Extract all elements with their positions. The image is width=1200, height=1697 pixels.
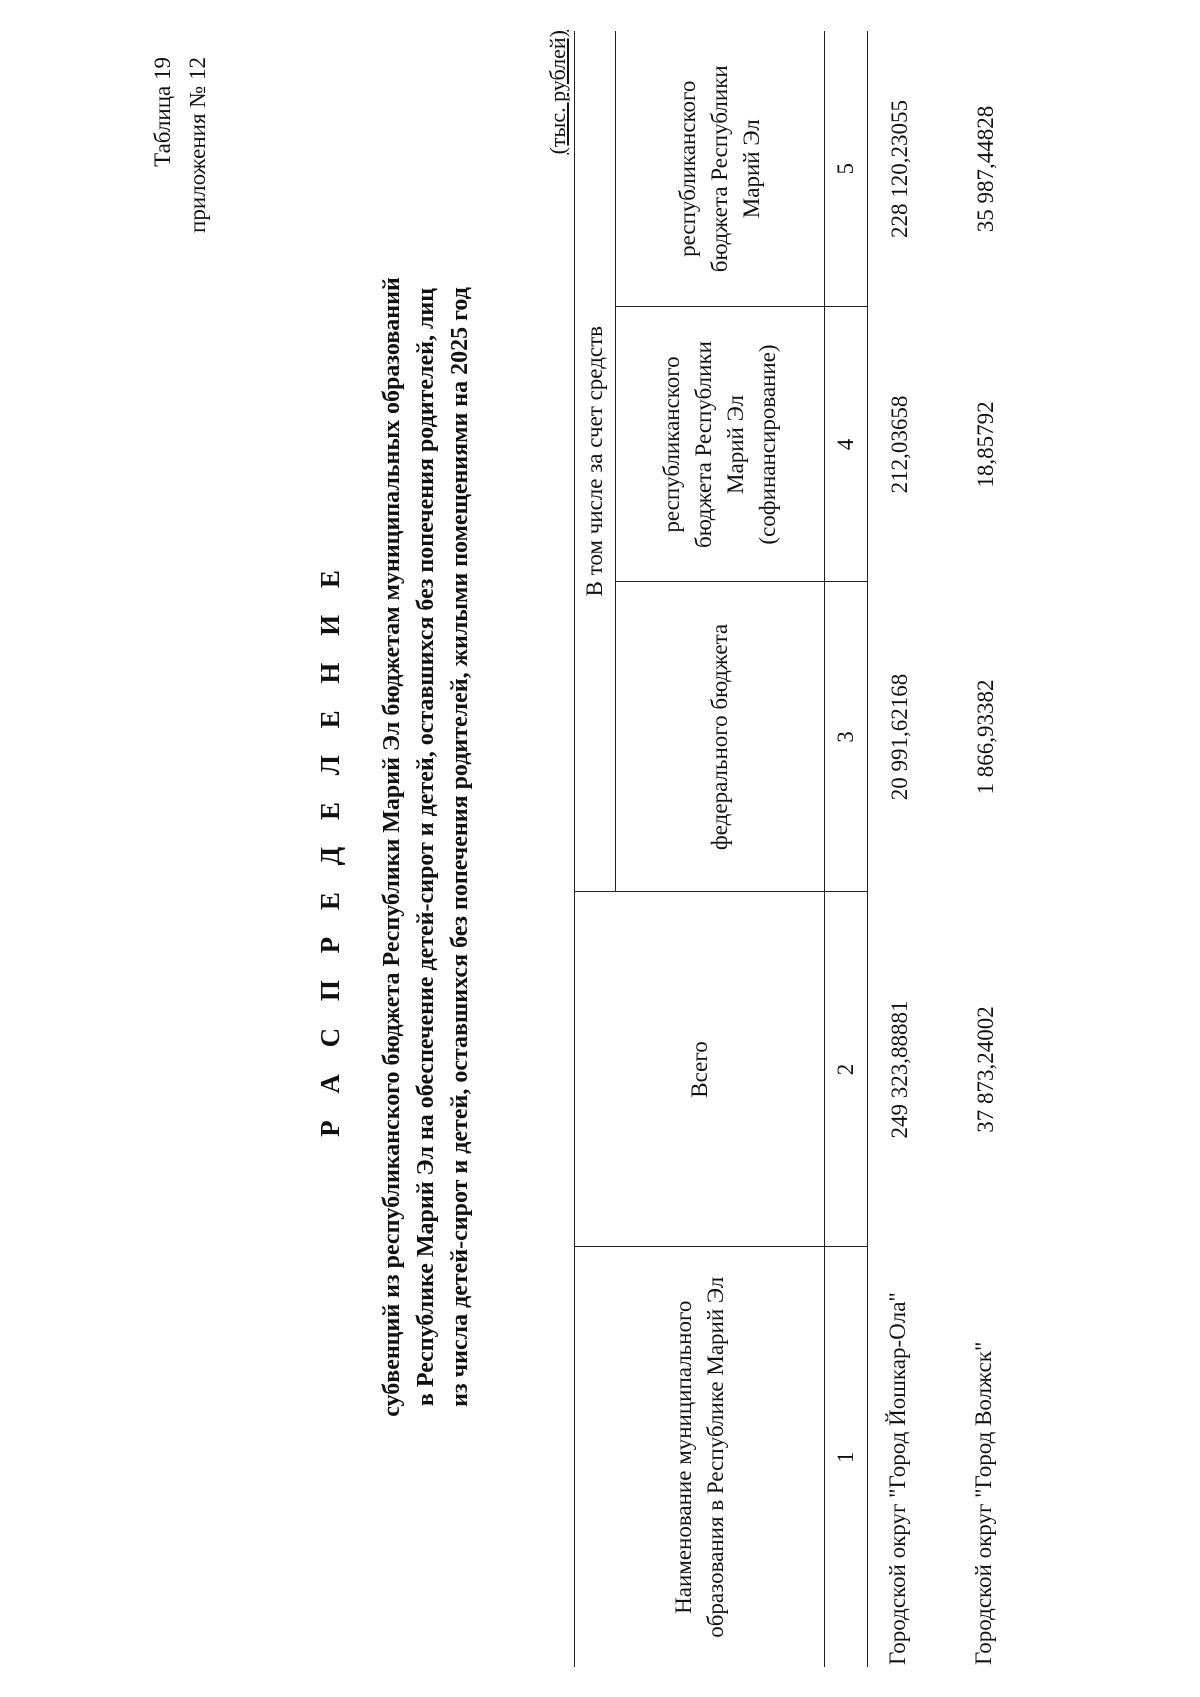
column-number: 1 <box>825 1247 868 1667</box>
republic-value: 228 120,23055 <box>887 100 912 238</box>
table-reference <box>145 57 215 337</box>
republic-value: 35 987,44828 <box>973 105 998 233</box>
total-value: 37 873,24002 <box>973 1006 998 1133</box>
header-group: В том числе за счет средств <box>575 31 616 892</box>
column-number: 3 <box>825 582 868 892</box>
federal-value: 20 991,62168 <box>887 673 912 801</box>
annex-label: приложения № 12 <box>185 57 210 233</box>
total-value: 249 323,88881 <box>887 1000 912 1139</box>
table-row <box>868 31 957 1667</box>
document-subtitle <box>375 112 477 1582</box>
column-number-row <box>825 31 868 1667</box>
column-number: 4 <box>825 307 868 582</box>
header-total: Всего <box>575 892 825 1247</box>
header-republic: республиканского бюджета Республики Марий Эл <box>616 31 825 307</box>
header-federal: федерального бюджета <box>616 582 825 892</box>
subtitle-line-1: субвенций из республиканского бюджета Республики Марий Эл бюджетам муниципальных образований <box>379 277 405 1417</box>
header-municipality: Наименование муниципального образования в Республике Марий Эл <box>575 1247 825 1667</box>
document-title: Р А С П Р Е Д Е Л Е Н И Е <box>315 560 345 1137</box>
units-label: (тыс. рублей) <box>545 30 570 155</box>
table-label: Таблица 19 <box>150 57 175 167</box>
municipality-name: Городской округ "Город Йошкар-Ола" <box>885 1292 910 1665</box>
header-cofinancing: республиканского бюджета Республики Марий Эл (софинансирование) <box>616 307 825 582</box>
cofinancing-value: 18,85792 <box>973 401 998 488</box>
units-note <box>545 30 571 290</box>
column-number: 5 <box>825 31 868 307</box>
subtitle-line-2: в Республике Марий Эл на обеспечение детей-сирот и детей, оставшихся без попечения родителей, лиц <box>413 287 439 1407</box>
table-row <box>956 31 1042 1667</box>
distribution-table <box>574 31 1042 1667</box>
federal-value: 1 866,93382 <box>973 679 998 795</box>
municipality-name: Городской округ "Город Волжск" <box>971 1341 996 1665</box>
subtitle-line-3: из числа детей-сирот и детей, оставшихся без попечения родителей, жилыми помещениями на 2025 год <box>447 287 473 1407</box>
column-number: 2 <box>825 892 868 1247</box>
table-header-row <box>575 31 616 1667</box>
cofinancing-value: 212,03658 <box>887 395 912 494</box>
